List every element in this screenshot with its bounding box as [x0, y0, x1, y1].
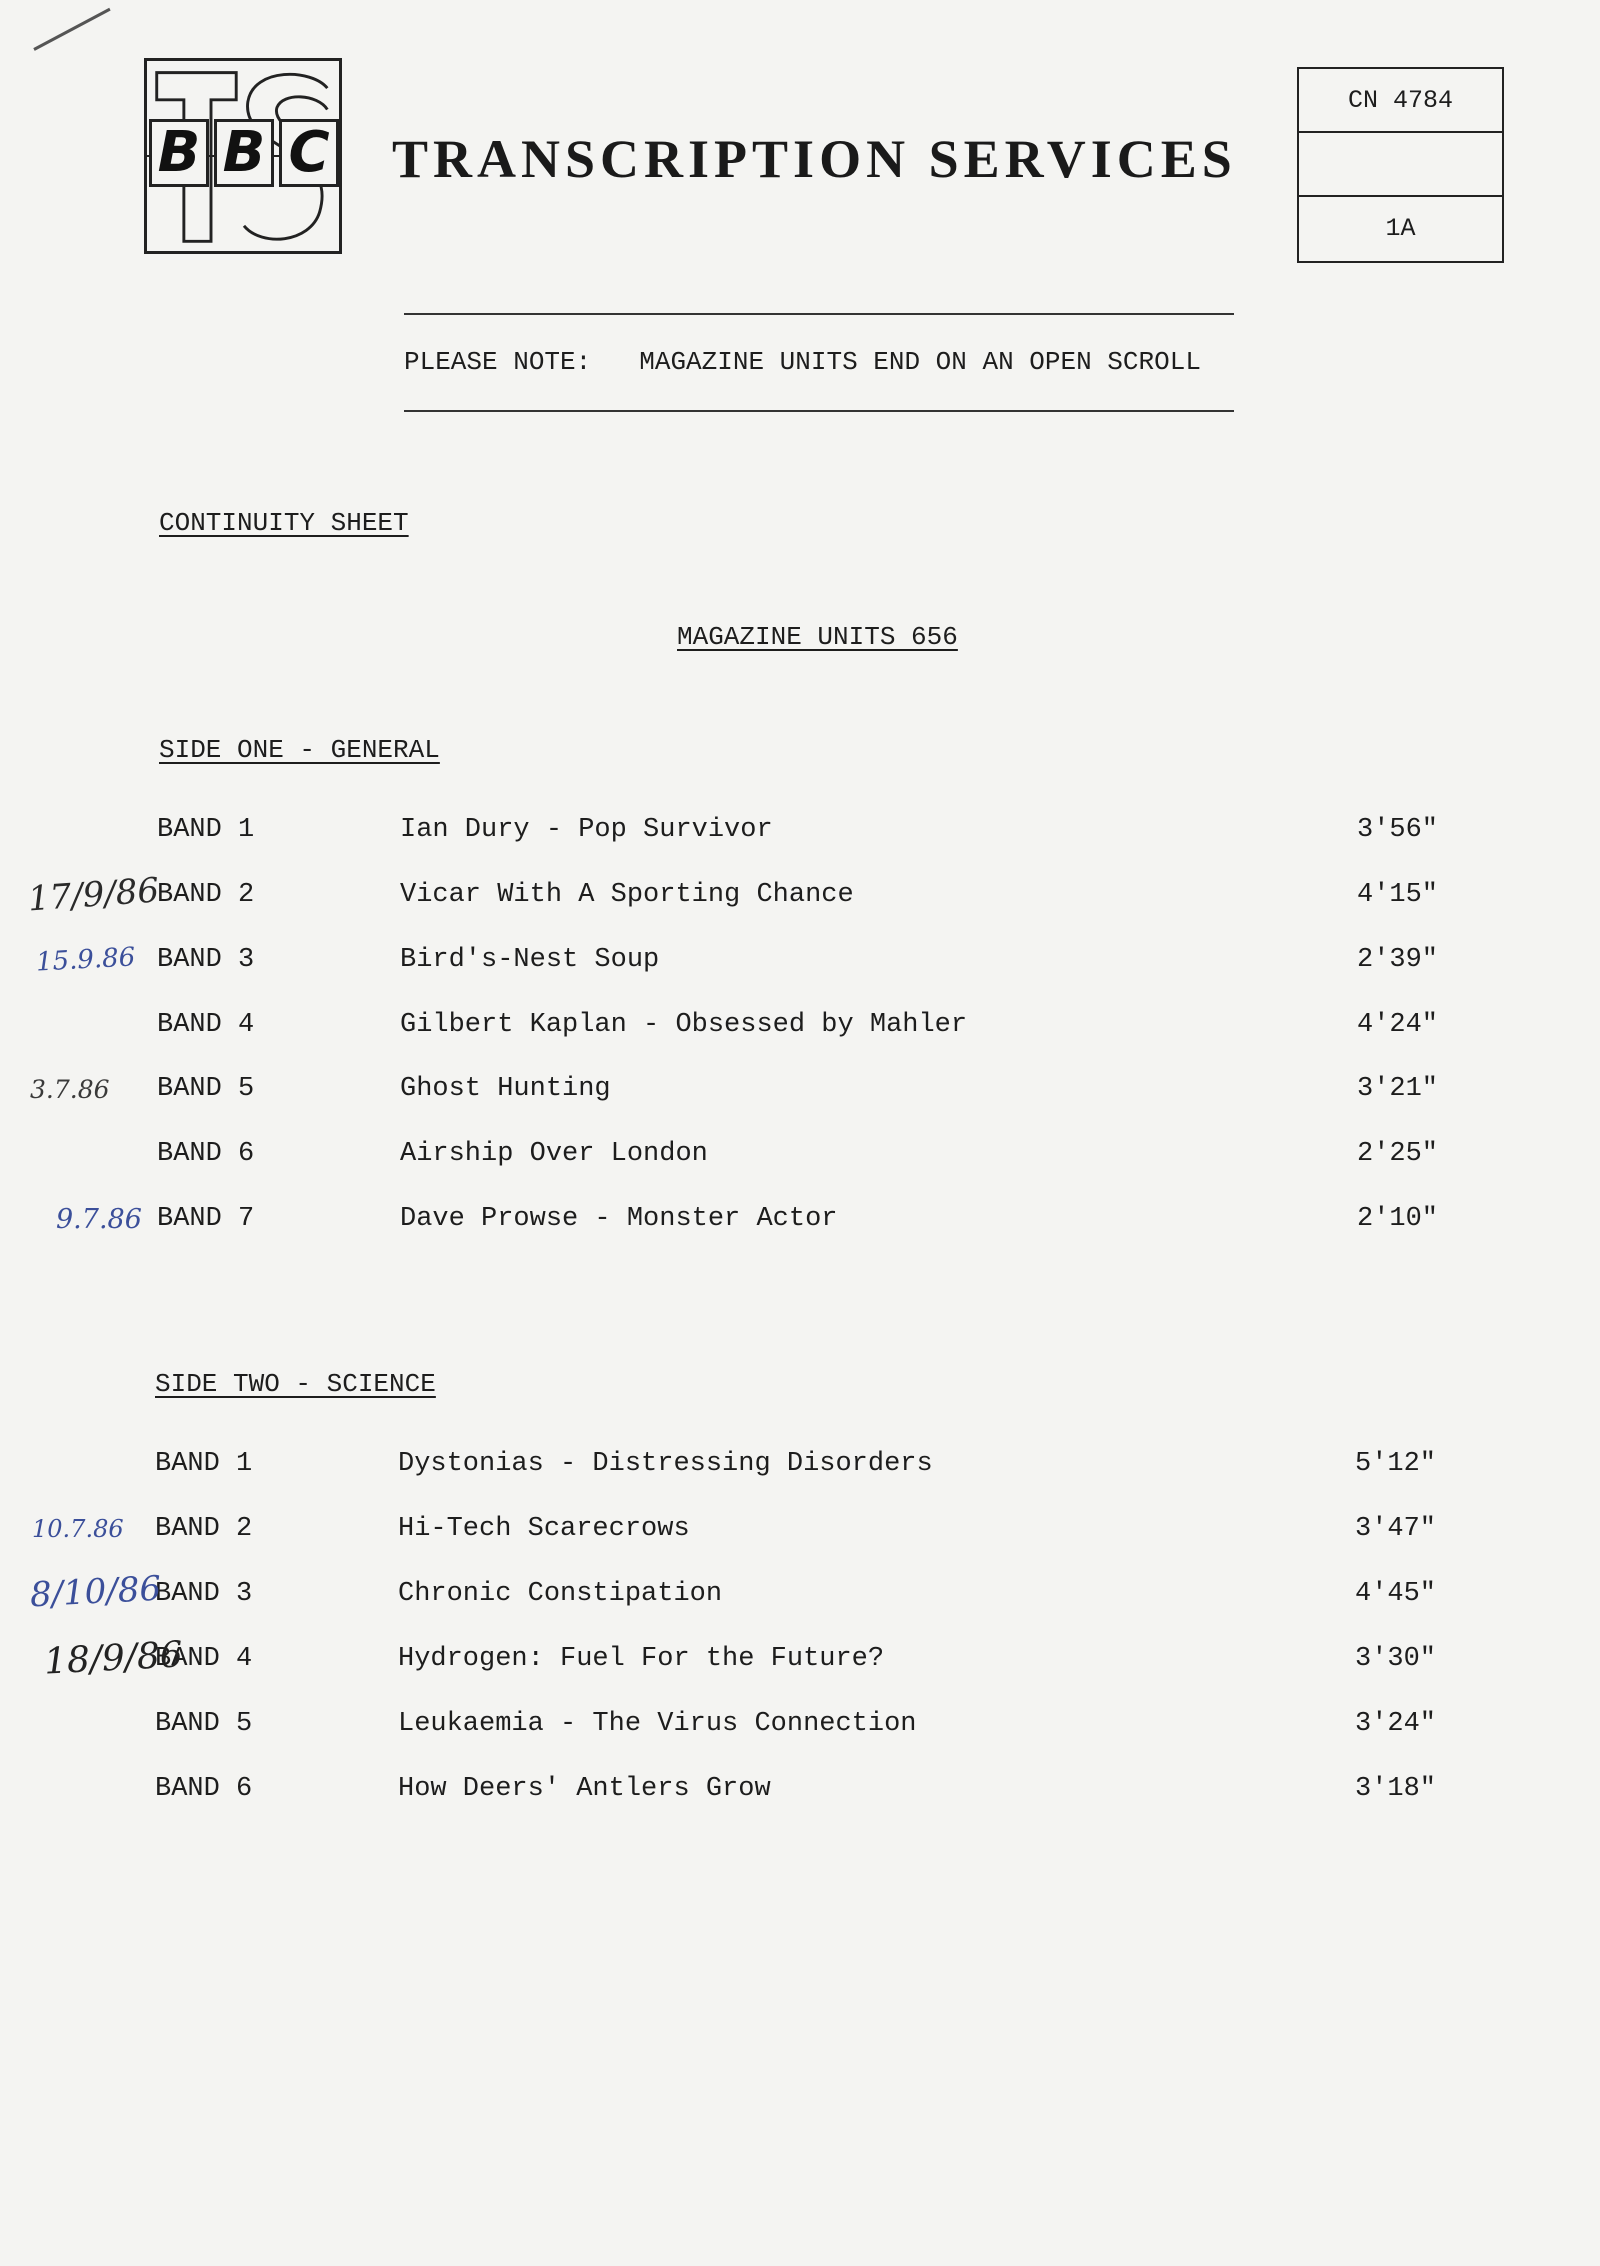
band-number: BAND 1 [155, 1449, 253, 1479]
band-duration: 5'12" [1355, 1449, 1437, 1479]
side-two-heading: SIDE TWO - SCIENCE [155, 1369, 436, 1399]
band-title: Dave Prowse - Monster Actor [400, 1204, 838, 1234]
page-title: TRANSCRIPTION SERVICES [392, 129, 1237, 189]
note-label: PLEASE NOTE: [404, 347, 592, 377]
band-number: BAND 2 [155, 1514, 253, 1544]
band-number: BAND 7 [157, 1204, 255, 1234]
bbc-ts-logo [144, 58, 342, 254]
band-duration: 4'45" [1355, 1579, 1437, 1609]
band-duration: 3'18" [1355, 1774, 1437, 1804]
band-title: Hydrogen: Fuel For the Future? [398, 1644, 885, 1674]
divider-top [404, 313, 1234, 315]
logo-letter-b2: B [214, 119, 274, 187]
handwritten-date: 3.7.86 [30, 1075, 110, 1104]
band-duration: 4'24" [1357, 1010, 1439, 1040]
divider-bottom [404, 410, 1234, 412]
reference-side: 1A [1385, 214, 1416, 243]
band-title: Bird's-Nest Soup [400, 945, 660, 975]
band-title: Hi-Tech Scarecrows [398, 1514, 690, 1544]
handwritten-date: 9.7.86 [56, 1204, 142, 1235]
handwritten-date: 10.7.86 [32, 1515, 124, 1543]
band-title: Chronic Constipation [398, 1579, 723, 1609]
side-one-heading: SIDE ONE - GENERAL [159, 735, 440, 765]
programme-title: MAGAZINE UNITS 656 [677, 622, 958, 652]
band-number: BAND 3 [157, 945, 255, 975]
band-number: BAND 6 [155, 1774, 253, 1804]
band-number: BAND 1 [157, 815, 255, 845]
band-title: Leukaemia - The Virus Connection [398, 1709, 917, 1739]
handwritten-date: 8/10/86 [29, 1568, 163, 1616]
handwritten-date: 15.9.86 [35, 942, 136, 978]
reference-blank [1299, 133, 1502, 197]
handwritten-date: 18/9/86 [43, 1634, 184, 1683]
band-number: BAND 4 [157, 1010, 255, 1040]
reference-box [1297, 67, 1504, 263]
logo-letter-b1: B [149, 119, 209, 187]
please-note [404, 347, 1201, 377]
band-duration: 3'24" [1355, 1709, 1437, 1739]
logo-letter-c: C [279, 119, 339, 187]
band-title: Vicar With A Sporting Chance [400, 880, 854, 910]
staple-mark [33, 8, 110, 51]
band-title: How Deers' Antlers Grow [398, 1774, 771, 1804]
band-title: Gilbert Kaplan - Obsessed by Mahler [400, 1010, 968, 1040]
band-duration: 3'56" [1357, 815, 1439, 845]
band-number: BAND 3 [155, 1579, 253, 1609]
band-title: Airship Over London [400, 1139, 708, 1169]
note-text: MAGAZINE UNITS END ON AN OPEN SCROLL [639, 347, 1201, 377]
band-duration: 2'10" [1357, 1204, 1439, 1234]
band-number: BAND 2 [157, 880, 255, 910]
band-duration: 4'15" [1357, 880, 1439, 910]
band-duration: 3'30" [1355, 1644, 1437, 1674]
band-duration: 2'39" [1357, 945, 1439, 975]
band-number: BAND 4 [155, 1644, 253, 1674]
band-number: BAND 5 [157, 1074, 255, 1104]
handwritten-date: 17/9/86 [26, 870, 161, 920]
reference-number: CN 4784 [1299, 69, 1502, 133]
band-number: BAND 6 [157, 1139, 255, 1169]
band-title: Ghost Hunting [400, 1074, 611, 1104]
band-title: Dystonias - Distressing Disorders [398, 1449, 933, 1479]
band-duration: 2'25" [1357, 1139, 1439, 1169]
band-title: Ian Dury - Pop Survivor [400, 815, 773, 845]
band-duration: 3'47" [1355, 1514, 1437, 1544]
band-number: BAND 5 [155, 1709, 253, 1739]
band-duration: 3'21" [1357, 1074, 1439, 1104]
continuity-sheet-label: CONTINUITY SHEET [159, 508, 409, 538]
